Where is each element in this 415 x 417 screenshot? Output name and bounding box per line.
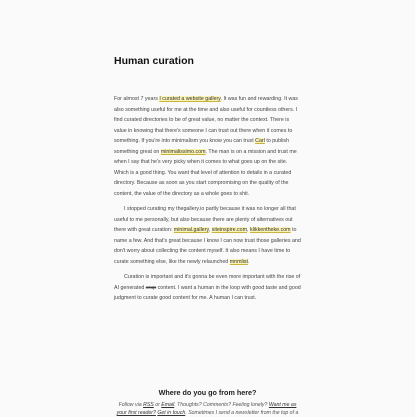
text: Follow via [118, 402, 144, 408]
text: I stopped curating my thegallery.io partly because it was no longer all that useful to me personally, but also because there are plenty of alternatives out there with great curation: [114, 206, 296, 233]
text: Curation is important and it's gonna be even more important with the rise of AI generated [114, 274, 301, 291]
paragraph-3 [114, 272, 302, 304]
text: . Sometimes I send a newsletter from the top of a [185, 410, 299, 416]
text: . The man is on a mission and trust me when I say that he's very picky when it comes to what goes up on the site. Which is a good thing. You want that level of attention to details in a curated directory. Because as soon as you start compromising on the quality of the content, the value of the directory as a whole goes to shit. [114, 148, 297, 197]
siteinspire-link[interactable]: siteinspire.com [211, 227, 247, 233]
carl-link[interactable]: Carl [255, 138, 265, 144]
text: or [153, 402, 162, 408]
article-body [114, 94, 302, 309]
text: to publish something great on [114, 138, 290, 155]
paragraph-1 [114, 94, 302, 199]
strikethrough-word: crap [145, 284, 157, 291]
text: . [247, 258, 250, 265]
footer-heading: Where do you go from here? [158, 388, 257, 397]
klikkentheke-link[interactable]: klikkentheke.com [249, 227, 291, 233]
mnmlist-link[interactable]: mnmlist [229, 258, 248, 265]
text: . Thoughts? Comments? Feeling lonely? [174, 402, 269, 408]
text: , [208, 227, 212, 233]
text: , [247, 227, 250, 233]
text: content. I want a human in the loop with good taste and good judgment to curate good content for me. A human I can trust. [114, 284, 301, 301]
paragraph-2 [114, 204, 302, 267]
text: For almost 7 years [114, 96, 160, 102]
text: to name a few. And that's great because I know I can now trust those galleries and don't worry about collecting the content myself. It also means I have time to curate something else, like the newly relaunched [114, 227, 301, 265]
rss-link[interactable]: RSS [143, 402, 154, 408]
email-link[interactable]: Email [161, 402, 175, 408]
first-reader-link[interactable]: Want me as your first reader? [116, 402, 297, 416]
text: . It was fun and rewarding. It was also something useful for me at the time and also useful for countless others. I find curated directories to be of great value, no matter the context. There is value in knowing that there's someone I can trust out there when it comes to something. If you're into minimalism you know you can trust [114, 96, 298, 144]
minimal-gallery-link[interactable]: minimal.gallery [173, 227, 209, 233]
minimalissimo-link[interactable]: minimalissimo.com [160, 148, 206, 155]
page-title: Human curation [114, 55, 194, 67]
get-in-touch-link[interactable]: Get in touch [157, 410, 186, 416]
website-gallery-link[interactable]: I curated a website gallery [159, 96, 221, 102]
